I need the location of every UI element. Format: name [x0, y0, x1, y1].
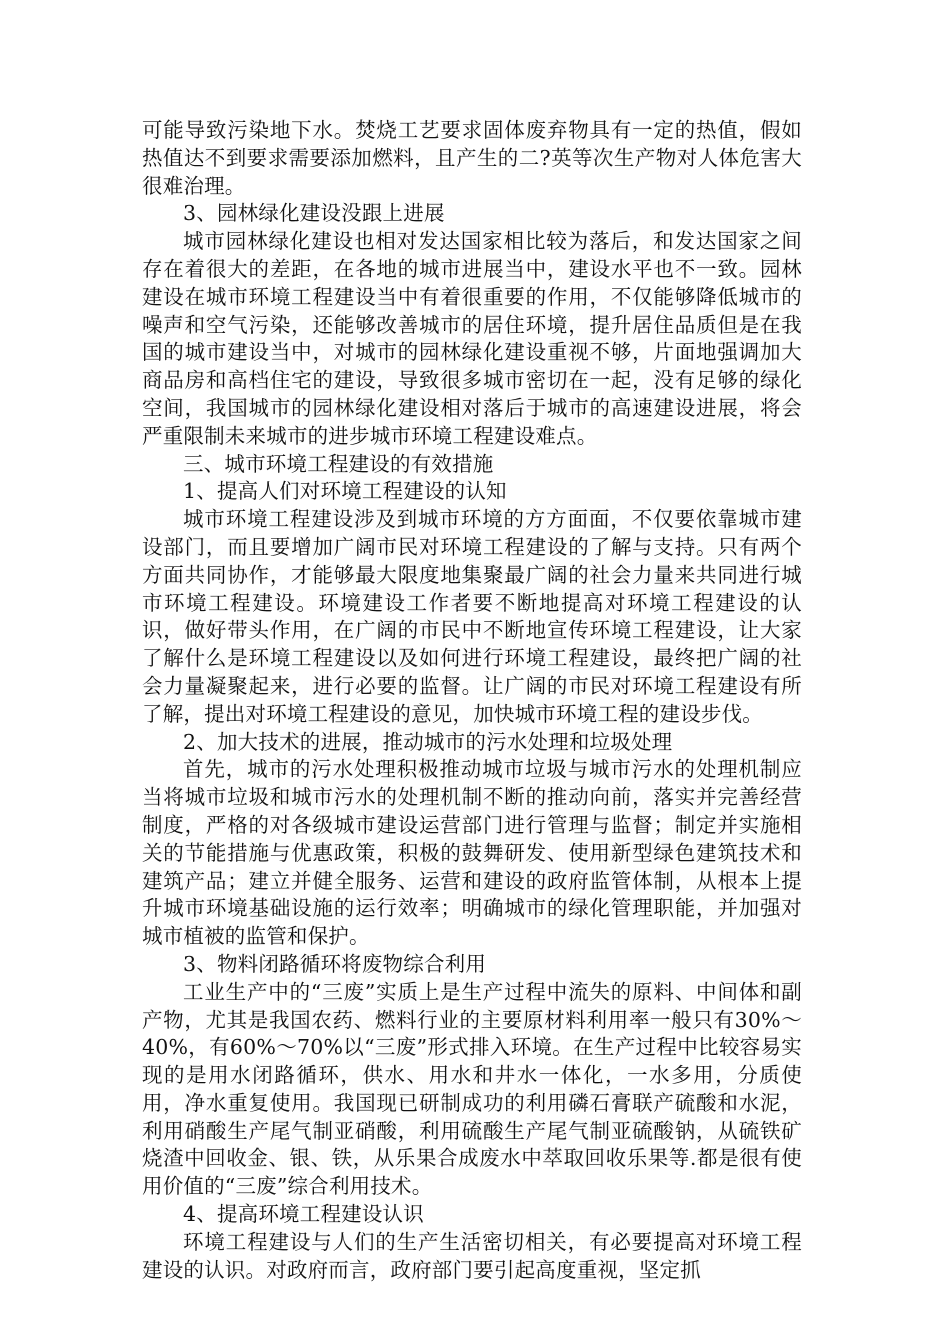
- paragraph-landscaping: 城市园林绿化建设也相对发达国家相比较为落后，和发达国家之间存在着很大的差距，在各地的城市进展当中，建设水平也不一致。园林建设在城市环境工程建设当中有着很重要的作用，不仅能够降低城市的噪声和空气污染，还能够改善城市的居住环境，提升居住品质但是在我国的城市建设当中，对城市的园林绿化建设重视不够，片面地强调加大商品房和高档住宅的建设，导致很多城市密切在一起，没有足够的绿化空间，我国城市的园林绿化建设相对落后于城市的高速建设进展，将会严重限制未来城市的进步城市环境工程建设难点。: [142, 229, 802, 448]
- paragraph-technology: 首先，城市的污水处理积极推动城市垃圾与城市污水的处理机制应当将城市垃圾和城市污水的处理机制不断的推动向前，落实并完善经营制度，严格的对各级城市建设运营部门进行管理与监督；制定并实施相关的节能措施与优惠政策，积极的鼓舞研发、使用新型绿色建筑技术和建筑产品；建立并健全服务、运营和建设的政府监管体制，从根本上提升城市环境基础设施的运行效率；明确城市的绿化管理职能，并加强对城市植被的监管和保护。: [142, 757, 802, 949]
- section-heading-awareness: 1、提高人们对环境工程建设的认知: [183, 479, 507, 504]
- paragraph-awareness: 城市环境工程建设涉及到城市环境的方方面面，不仅要依靠城市建设部门，而且要增加广阔市民对环境工程建设的了解与支持。只有两个方面共同协作，才能够最大限度地集聚最广阔的社会力量来共同进行城市环境工程建设。环境建设工作者要不断地提高对环境工程建设的认识，做好带头作用，在广阔的市民中不断地宣传环境工程建设，让大家了解什么是环境工程建设以及如何进行环境工程建设，最终把广阔的社会力量凝聚起来，进行必要的监督。让广阔的市民对环境工程建设有所了解，提出对环境工程建设的意见，加快城市环境工程的建设步伐。: [142, 507, 802, 726]
- section-heading-landscaping: 3、园林绿化建设没跟上进展: [183, 201, 445, 226]
- paragraph-recognition: 环境工程建设与人们的生产生活密切相关，有必要提高对环境工程建设的认识。对政府而言，政府部门要引起高度重视，坚定抓: [142, 1229, 802, 1282]
- paragraph-continuation: 可能导致污染地下水。焚烧工艺要求固体废弃物具有一定的热值，假如热值达不到要求需要添加燃料，且产生的二?英等次生产物对人体危害大很难治理。: [142, 118, 802, 198]
- section-heading-recognition: 4、提高环境工程建设认识: [183, 1202, 424, 1227]
- section-heading-recycling: 3、物料闭路循环将废物综合利用: [183, 951, 487, 976]
- chapter-heading-measures: 三、城市环境工程建设的有效措施: [183, 451, 494, 476]
- section-heading-technology: 2、加大技术的进展，推动城市的污水处理和垃圾处理: [183, 729, 673, 754]
- paragraph-recycling: 工业生产中的“三废”实质上是生产过程中流失的原料、中间体和副产物，尤其是我国农药、燃料行业的主要原材料利用率一般只有30%～40%，有60%～70%以“三废”形式排入环境。在生产过程中比较容易实现的是用水闭路循环，供水、用水和井水一体化，一水多用，分质使用，净水重复使用。我国现已研制成功的利用磷石膏联产硫酸和水泥，利用硝酸生产尾气制亚硝酸，利用硫酸生产尾气制亚硫酸钠，从硫铁矿烧渣中回收金、银、铁，从乐果合成废水中萃取回收乐果等.都是很有使用价值的“三废”综合利用技术。: [142, 979, 802, 1199]
- document-page: [142, 117, 802, 1284]
